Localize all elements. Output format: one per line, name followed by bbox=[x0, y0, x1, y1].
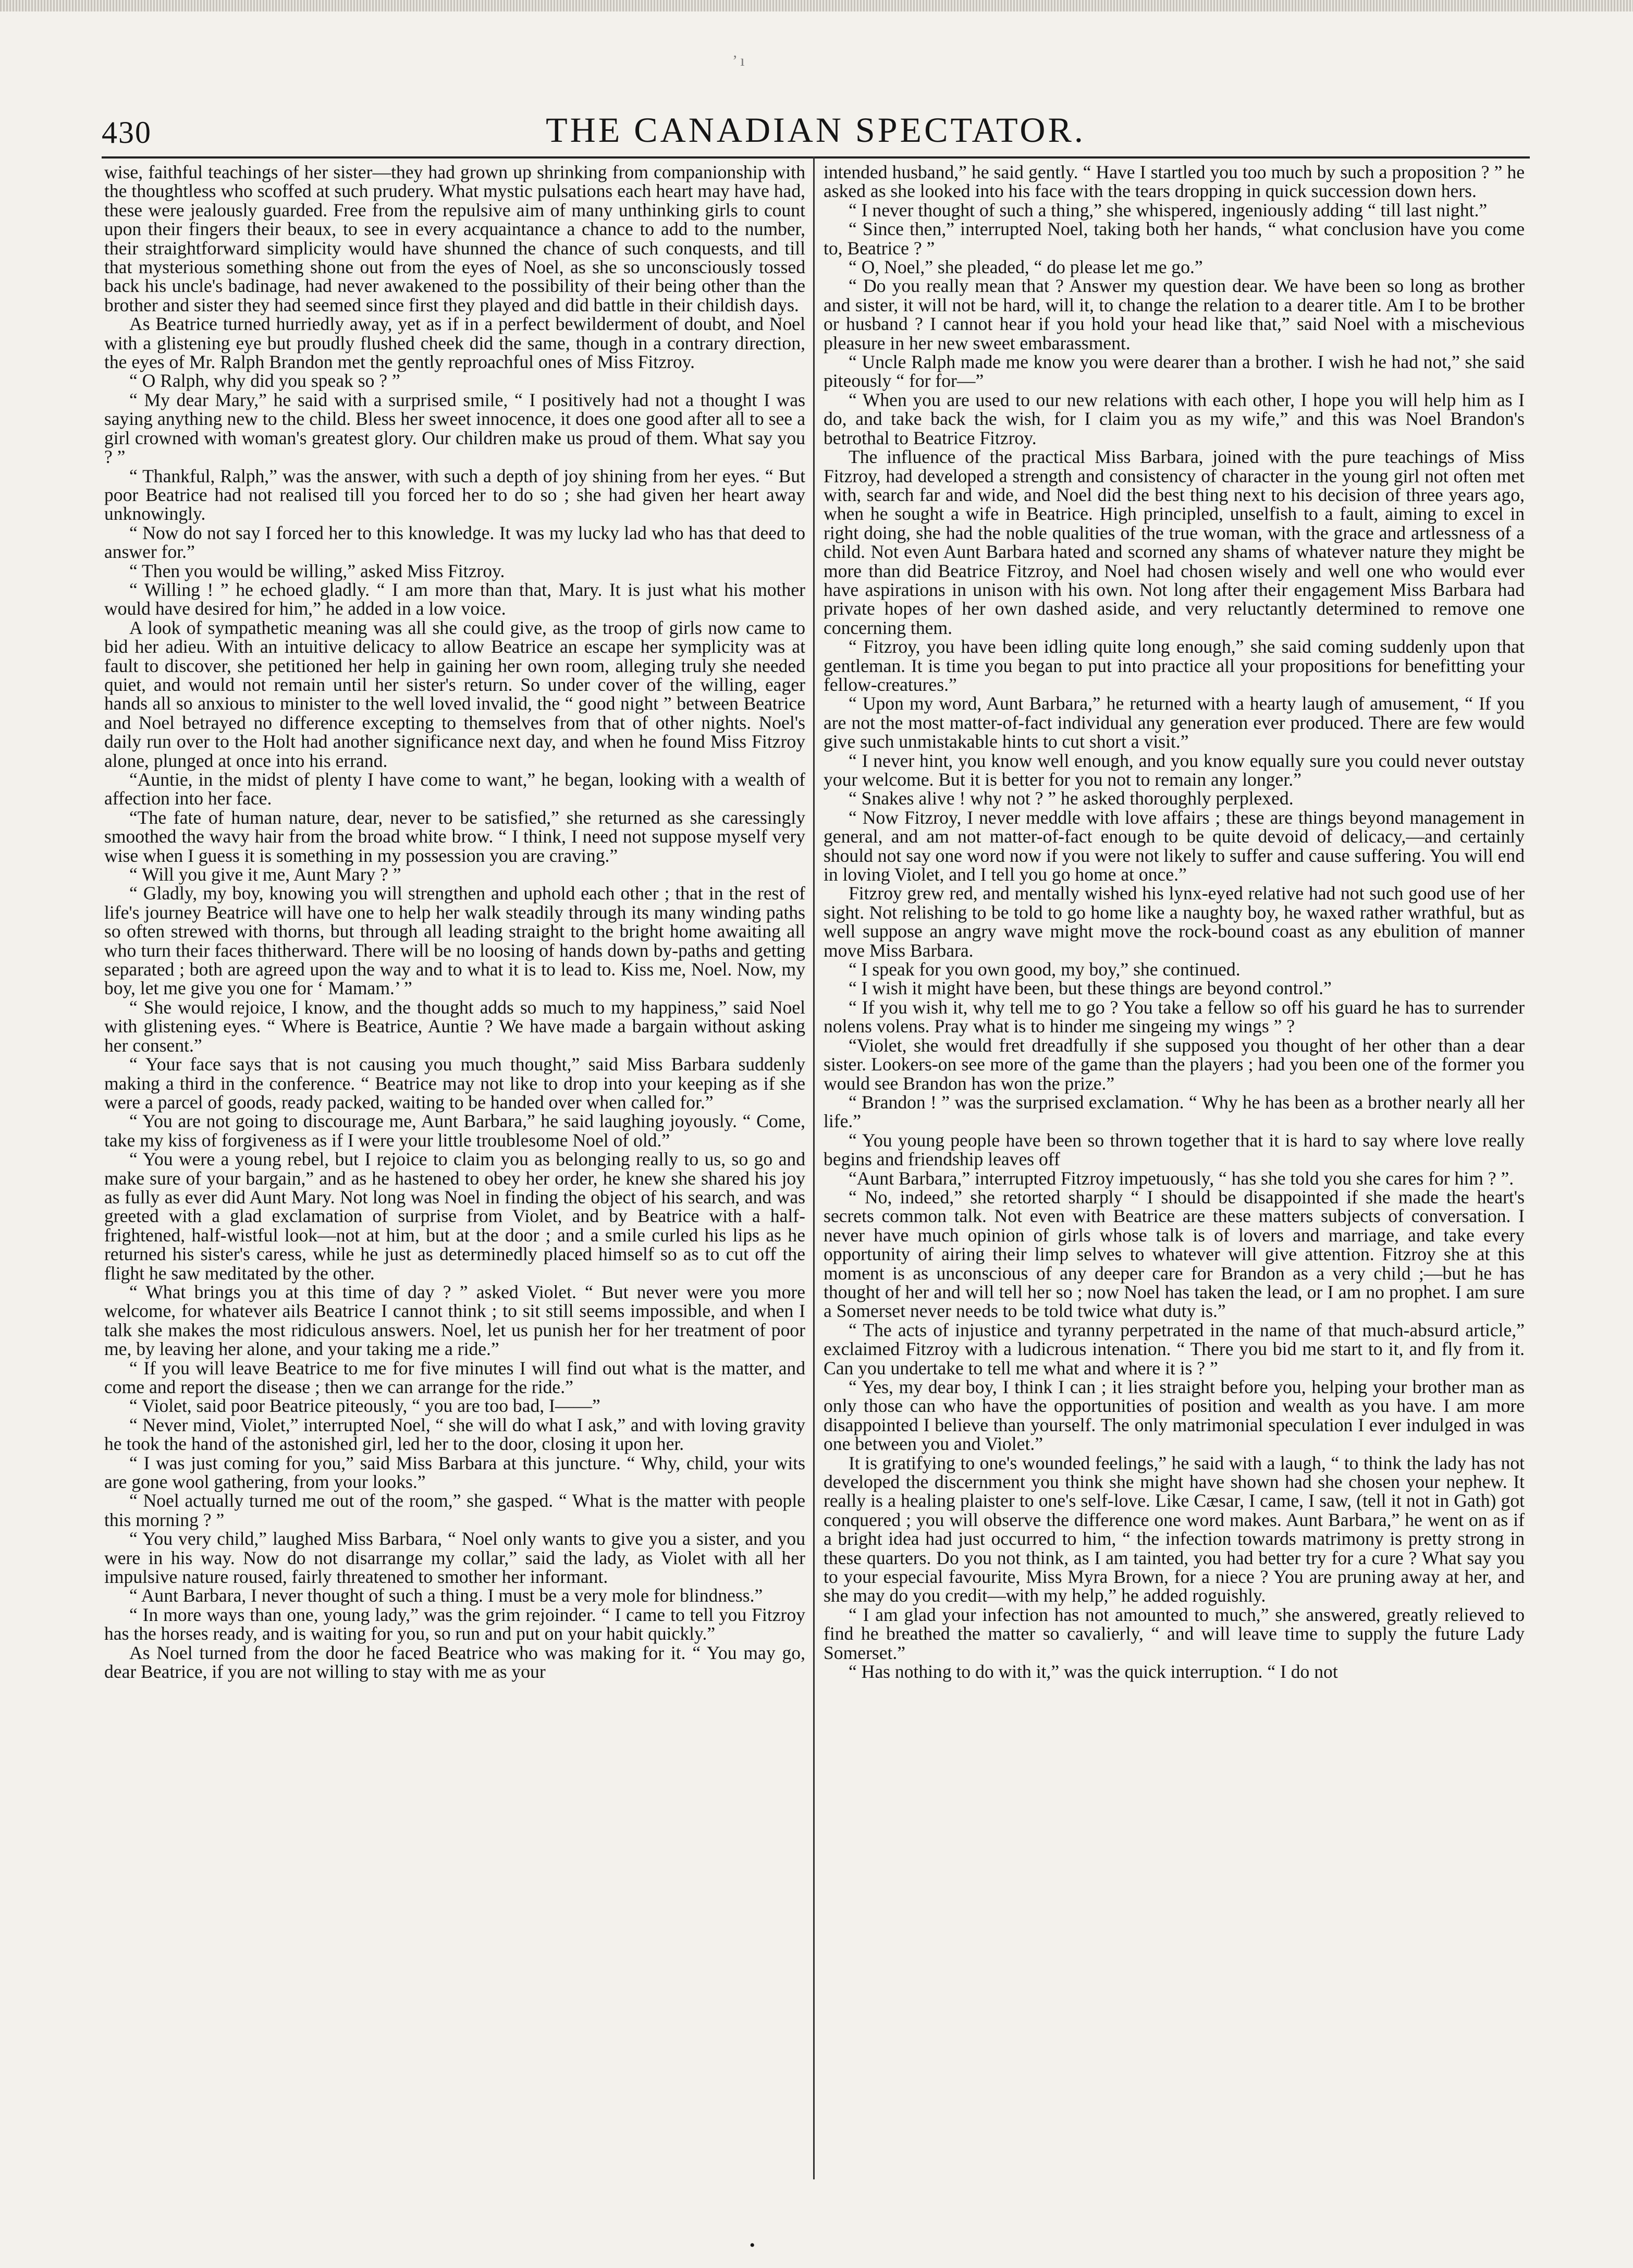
paragraph: “Violet, she would fret dreadfully if she supposed you thought of her other than a dear sister. Lookers-on see more of the game than the players ; had you been one of the former you would see Brandon has won the prize.” bbox=[824, 1034, 1525, 1094]
paragraph: “The fate of human nature, dear, never to be satisfied,” she returned as she caressingly smoothed the wavy hair from the broad white brow. “ I think, I need not suppose myself very wise when I guess it is something in my possession you are craving.” bbox=[104, 807, 805, 866]
paragraph: “ What brings you at this time of day ? ” asked Violet. “ But never were you more welcome, for whatever ails Beatrice I cannot think ; to sit still seems impossible, and when I talk she makes the most ridiculous answers. Noel, let us punish her for her treatment of poor me, by leaving her alone, and your taking me a ride.” bbox=[104, 1281, 805, 1360]
paragraph: “ I speak for you own good, my boy,” she continued. bbox=[849, 959, 1241, 980]
header-rule bbox=[102, 156, 1530, 158]
paragraph: “ When you are used to our new relations with each other, I hope you will help him as I do, and take back the wish, for I claim you as my wife,” and this was Noel Brandon's betrothal to Beatrice Fitzroy. bbox=[824, 389, 1525, 448]
paragraph: wise, faithful teachings of her sister—they had grown up shrinking from companionship with the thoughtless who scoffed at such prudery. What mystic pulsations each heart may have had, these were jealously guarded. Free from the repulsive aim of many unthinking girls to count upon their fingers their beaux, to see in every acquaintance a chance to add to the number, their straightforward simplicity would have shunned the chance of such conquests, and till that mysterious something shone out from the eyes of Noel, as she so unconsciously tossed back his uncle's badinage, had never awakened to the possibility of their being other than the brother and sister they had seemed since first they played and did battle in their childish days. bbox=[104, 163, 805, 315]
paragraph: “ Will you give it me, Aunt Mary ? ” bbox=[129, 864, 401, 885]
paragraph: “ Thankful, Ralph,” was the answer, with such a depth of joy shining from her eyes. “ But poor Beatrice had not realised till you forced her to do so ; she had given her heart away unknowingly. bbox=[104, 465, 805, 525]
paragraph: “ Fitzroy, you have been idling quite long enough,” she said coming suddenly upon that gentleman. It is time you began to put into practice all your propositions for benefitting your fellow-creatures.” bbox=[824, 636, 1525, 695]
paragraph: “ The acts of injustice and tyranny perpetrated in the name of that much-absurd article,” exclaimed Fitzroy with a ludicrous intenation. “ There you bid me start to it, and fly from it. Can you undertake to tell me what and where it is ? ” bbox=[824, 1319, 1525, 1379]
paragraph: “ Now do not say I forced her to this knowledge. It was my lucky lad who has that deed to answer for.” bbox=[104, 522, 805, 563]
paragraph: “ No, indeed,” she retorted sharply “ I should be disappointed if she made the heart's secrets common talk. Not even with Beatrice are these matters subjects of conversation. I never have much opinion of girls whose talk is of lovers and marriage, and take every opportunity of airing their limp selves to whatever will give attention. Fitzroy she at this moment is as unconscious of any deeper care for Brandon as a very child ;—but he has thought of her and will tell her so ; now Noel has taken the lead, or I am no prophet. I am sure a Somerset never needs to be told twice what duty is.” bbox=[824, 1186, 1525, 1322]
running-head bbox=[102, 104, 1530, 151]
paragraph: “ Then you would be willing,” asked Miss Fitzroy. bbox=[129, 560, 505, 581]
paragraph: “ You very child,” laughed Miss Barbara, “ Noel only wants to give you a sister, and you were in his way. Now do not disarrange my collar,” said the lady, as Violet with all her impulsive nature roused, fairly threatened to smother her informant. bbox=[104, 1528, 805, 1588]
paragraph: It is gratifying to one's wounded feelings,” he said with a laugh, “ to think the lady has not developed the discernment you think she might have shown had she chosen your nephew. It really is a healing plaister to one's self-love. Like Cæsar, I came, I saw, (tell it not in Gath) got conquered ; you will observe the difference one word makes. Aunt Barbara,” he went on as if a bright idea had just occurred to him, “ the infection towards matrimony is pretty strong in these quarters. Do you not think, as I am tainted, you had better try for a cure ? What say you to your especial favourite, Miss Myra Brown, for a niece ? You are pruning away at her, and she may do you credit—with my help,” he added roguishly. bbox=[824, 1452, 1525, 1606]
paragraph: “ O, Noel,” she pleaded, “ do please let me go.” bbox=[849, 257, 1203, 278]
top-smudge: ’ ı bbox=[732, 52, 745, 69]
paragraph: “ Snakes alive ! why not ? ” he asked thoroughly perplexed. bbox=[849, 788, 1294, 809]
page-number: 430 bbox=[102, 115, 152, 150]
paragraph: “ I was just coming for you,” said Miss Barbara at this juncture. “ Why, child, your wits are gone wool gathering, from your looks.” bbox=[104, 1452, 805, 1493]
paragraph: “ You young people have been so thrown together that it is hard to say where love really begins and friendship leaves off bbox=[824, 1129, 1525, 1170]
paragraph: “Aunt Barbara,” interrupted Fitzroy impetuously, “ has she told you she cares for him ? ”. bbox=[849, 1167, 1514, 1189]
paragraph: “ Noel actually turned me out of the room,” she gasped. “ What is the matter with people this morning ? ” bbox=[104, 1490, 805, 1530]
paragraph: “Auntie, in the midst of plenty I have come to want,” he began, looking with a wealth of affection into her face. bbox=[104, 769, 805, 809]
paragraph: “ I never thought of such a thing,” she whispered, ingeniously adding “ till last night.” bbox=[849, 199, 1488, 221]
paragraph: “ Violet, said poor Beatrice piteously, “ you are too bad, I——” bbox=[129, 1395, 600, 1417]
paragraph: “ I am glad your infection has not amounted to much,” she answered, greatly relieved to find he breathed the matter so cavalierly, “ and will leave time to supply the future Lady Somerset.” bbox=[824, 1604, 1525, 1663]
paragraph: “ Has nothing to do with it,” was the quick interruption. “ I do not bbox=[849, 1661, 1338, 1682]
paragraph: “ She would rejoice, I know, and the thought adds so much to my happiness,” said Noel with glistening eyes. “ Where is Beatrice, Auntie ? We have made a bargain without asking her consent.” bbox=[104, 996, 805, 1056]
paragraph: “ I never hint, you know well enough, and you know equally sure you could never outstay your welcome. But it is better for you not to remain any longer.” bbox=[824, 750, 1525, 790]
paragraph: “ You were a young rebel, but I rejoice to claim you as belonging really to us, so go and make sure of your bargain,” and as he hastened to obey her order, he knew she shared his joy as fully as ever did Aunt Mary. Not long was Noel in finding the object of his search, and was greeted with a glad exclamation of surprise from Violet, and by Beatrice with a half-frightened, half-wistful look—not at him, but at the door ; and a smile curled his lips as he returned his sister's caress, while he just as determinedly placed himself so as to cut off the flight he saw meditated by the other. bbox=[104, 1149, 805, 1284]
paragraph: “ I wish it might have been, but these things are beyond control.” bbox=[849, 978, 1332, 999]
paragraph: “ Your face says that is not causing you much thought,” said Miss Barbara suddenly making a third in the conference. “ Beatrice may not like to drop into your keeping as if she were a parcel of goods, ready packed, waiting to be handed over when called for.” bbox=[104, 1054, 805, 1113]
paragraph: A look of sympathetic meaning was all she could give, as the troop of girls now came to bid her adieu. With an intuitive delicacy to allow Beatrice an escape her symplicity was at fault to discover, she petitioned her help in gaining her own room, alleging truly she needed quiet, and would not remain until her sister's return. So under cover of the willing, eager hands all so anxious to minister to the well loved invalid, the “ good night ” between Beatrice and Noel betrayed no difference excepting to themselves from that of other nights. Noel's daily run over to the Holt had another significance next day, and when he found Miss Fitzroy alone, plunged at once into his errand. bbox=[104, 617, 805, 771]
paragraph: As Beatrice turned hurriedly away, yet as if in a perfect bewilderment of doubt, and Noel with a glistening eye but proudly flushed cheek did the same, though in a contrary direction, the eyes of Mr. Ralph Brandon met the gently reproachful ones of Miss Fitzroy. bbox=[104, 313, 805, 373]
journal-title: THE CANADIAN SPECTATOR. bbox=[546, 110, 1086, 150]
paragraph: “ Yes, my dear boy, I think I can ; it lies straight before you, helping your brother man as only those can who have the opportunities of position and wealth as you have. I am more disappointed I believe than yourself. The only matrimonial speculation I ever indulged in was one between you and Violet.” bbox=[824, 1376, 1525, 1455]
paragraph: “ Do you really mean that ? Answer my question dear. We have been so long as brother and sister, it will not be hard, will it, to change the relation to a dearer title. Am I to be brother or husband ? I cannot hear if you hold your head like that,” said Noel with a mischevious pleasure in her new sweet embarassment. bbox=[824, 275, 1525, 353]
left-column bbox=[104, 163, 805, 2170]
paragraph: “ If you will leave Beatrice to me for five minutes I will find out what is the matter, and come and report the disease ; then we can arrange for the ride.” bbox=[104, 1357, 805, 1397]
paragraph: “ Upon my word, Aunt Barbara,” he returned with a hearty laugh of amusement, “ If you are not the most matter-of-fact individual any generation ever produced. There are few would give such unmistakable hints to cut short a visit.” bbox=[824, 693, 1525, 752]
paragraph: As Noel turned from the door he faced Beatrice who was making for it. “ You may go, dear Beatrice, if you are not willing to stay with me as your bbox=[104, 1642, 805, 1682]
paragraph: “ Gladly, my boy, knowing you will strengthen and uphold each other ; that in the rest of life's journey Beatrice will have one to help her walk steadily through its many winding paths so often strewed with thorns, but through all leading straight to the bright home awaiting all who turn their faces thitherward. There will be no loosing of hands down by-paths and getting separated ; both are agreed upon the way and to what it is to lead to. Kiss me, Noel. Now, my boy, let me give you one for ‘ Mamam.’ ” bbox=[104, 883, 805, 999]
right-column bbox=[824, 163, 1525, 2170]
paragraph: “ Aunt Barbara, I never thought of such a thing. I must be a very mole for blindness.” bbox=[129, 1585, 763, 1606]
paragraph: “ My dear Mary,” he said with a surprised smile, “ I positively had not a thought I was saying anything new to the child. Bless her sweet innocence, it does one good after all to see a girl crowned with woman's greatest glory. Our children make us proud of them. What say you ? ” bbox=[104, 389, 805, 468]
paragraph: “ Brandon ! ” was the surprised exclamation. “ Why he has been as a brother nearly all her life.” bbox=[824, 1091, 1525, 1132]
paragraph: “ Since then,” interrupted Noel, taking both her hands, “ what conclusion have you come to, Beatrice ? ” bbox=[824, 218, 1525, 259]
paragraph: “ You are not going to discourage me, Aunt Barbara,” he said laughing joyously. “ Come, take my kiss of forgiveness as if I were your little troublesome Noel of old.” bbox=[104, 1111, 805, 1151]
paragraph: “ O Ralph, why did you speak so ? ” bbox=[129, 370, 400, 392]
paragraph: Fitzroy grew red, and mentally wished his lynx-eyed relative had not such good use of her sight. Not relishing to be told to go home like a naughty boy, he waxed rather wrathful, but as well suppose an angry wave might move the rock-bound coast as any ebulition of manner move Miss Barbara. bbox=[824, 883, 1525, 961]
paragraph: “ Willing ! ” he echoed gladly. “ I am more than that, Mary. It is just what his mother would have desired for him,” he added in a low voice. bbox=[104, 579, 805, 619]
paragraph: “ Never mind, Violet,” interrupted Noel, “ she will do what I ask,” and with loving gravity he took the hand of the astonished girl, led her to the door, closing it upon her. bbox=[104, 1414, 805, 1455]
column-divider bbox=[813, 156, 815, 2179]
paragraph: “ In more ways than one, young lady,” was the grim rejoinder. “ I came to tell you Fitzroy has the horses ready, and is waiting for you, so run and put on your habit quickly.” bbox=[104, 1604, 805, 1644]
top-edge-rule bbox=[0, 0, 1633, 11]
footer-mark: • bbox=[750, 2237, 755, 2254]
paragraph: intended husband,” he said gently. “ Have I startled you too much by such a proposition ? ” he asked as she looked into his face with the tears dropping in quick succession down hers. bbox=[824, 163, 1525, 202]
paragraph: The influence of the practical Miss Barbara, joined with the pure teachings of Miss Fitzroy, had developed a strength and consistency of character in the young girl not often met with, search far and wide, and Noel did the best thing next to his decision of three years ago, when he sought a wife in Beatrice. High principled, unselfish to a fault, aiming to excel in right doing, she had the noble qualities of the true woman, with the grace and artlessness of a child. Not even Aunt Barbara hated and scorned any shams of whatever nature they might be more than did Beatrice Fitzroy, and Noel had chosen wisely and well one who would ever have aspirations in unison with his own. Not long after their engagement Miss Barbara had private hopes of her own dashed aside, and very reluctantly determined to remove one concerning them. bbox=[824, 446, 1525, 638]
paragraph: “ Now Fitzroy, I never meddle with love affairs ; these are things beyond management in general, and am not matter-of-fact enough to be quite devoid of delicacy,—and certainly should not say one word now if you were not likely to suffer and cause suffering. You will end in loving Violet, and I tell you go home at once.” bbox=[824, 807, 1525, 885]
paragraph: “ Uncle Ralph made me know you were dearer than a brother. I wish he had not,” she said piteously “ for for—” bbox=[824, 351, 1525, 392]
paragraph: “ If you wish it, why tell me to go ? You take a fellow so off his guard he has to surrender nolens volens. Pray what is to hinder me singeing my wings ” ? bbox=[824, 996, 1525, 1037]
